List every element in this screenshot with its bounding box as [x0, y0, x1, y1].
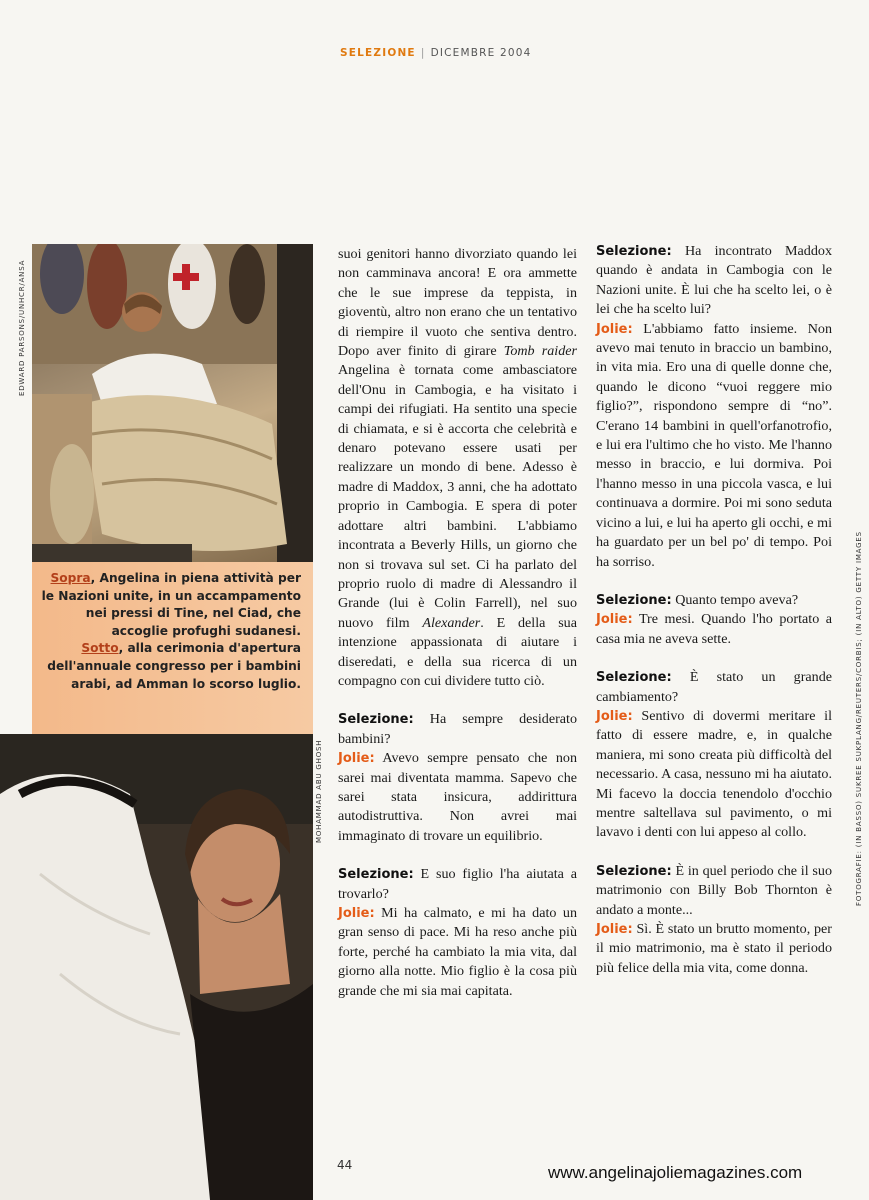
photo-credit-top: EDWARD PARSONS/UNHCR/ANSA: [18, 259, 26, 396]
qa-answer: [596, 320, 832, 572]
question-text: Ha sempre desiderato bambini?: [338, 711, 577, 747]
photo-credit-margin: FOTOGRAFIE: (IN BASSO) SUKREE SUKPLANG/REUTERS/CORBIS; (IN ALTO) GETTY IMAGES: [855, 531, 863, 906]
answer-text: Mi ha calmato, e mi ha dato un gran senso di pace. Mi ha reso anche più forte, perché ha cambiato la mia vita, dal giorno alla notte. Mio figlio è la cosa più grande che mi sia mai capitata.: [338, 905, 577, 999]
issue-date: DICEMBRE 2004: [430, 47, 532, 59]
qa-question: [596, 242, 832, 320]
intro-text-3: . E della sua intenzione appassionata di aiutare i diseredati, e della sua ricerca di un compagno con cui dividere tutto ciò.: [338, 614, 577, 689]
qa-question: [596, 591, 832, 610]
answer-label: Jolie:: [596, 922, 633, 937]
answer-text: L'abbiamo fatto insieme. Non avevo mai tenuto in braccio un bambino, in vita mia. Ero una di quelle donne che, quando le dicono “vuoi reggere mio figlio?”, rispondono sempre di “no”. C'erano 14 bambini in quell'orfanotrofio, e lui era l'ultimo che ho visto. Me l'hanno messo in braccio, e lui dormiva. Poi l'hanno messo in una piccola vasca, e lui continuava a dormire. Poi mi sono seduta vicino a lui, e lui ha aperto gli occhi, e mi ha guardato per un bel po' di tempo. Poi ha sorriso.: [596, 320, 832, 570]
page-number: 44: [337, 1158, 353, 1172]
photo-credit-bottom: MOHAMMAD ABU GHOSH: [315, 739, 323, 843]
qa-answer: [338, 904, 577, 1001]
question-text: È stato un grande cambiamento?: [596, 669, 832, 705]
qa-answer: [596, 920, 832, 978]
answer-text: Sì. È stato un brutto momento, per il mio matrimonio, ma è stato il periodo più felice della mia vita, come donna.: [596, 921, 832, 976]
question-label: Selezione:: [596, 670, 672, 686]
caption-top-text: , Angelina in piena attività per le Nazioni unite, in un accampamento nei pressi di Tine, nel Ciad, che accoglie profughi sudanesi.: [41, 571, 301, 638]
intro-text-2: Angelina è tornata come ambasciatore dell'Onu in Cambogia, e ha visitato i campi dei rifugiati. Ha sentito una specie di chiamata, e si è accorta che celebrità e denaro potevano essere usati per realizzare un mondo di bene. Adesso è madre di Maddox, 3 anni, che ha adottato proprio in Cambogia. E spera di poter adottare altri bambini. L'abbiamo incontrata a Beverly Hills, un giorno che non si trovava sul set. Ci ha parlato del proprio ruolo di madre di Alessandro il Grande (lui è Colin Farrell), nel suo nuovo film: [338, 362, 577, 631]
answer-text: Avevo sempre pensato che non sarei mai diventata mamma. Sapevo che sarei stata insicura, addirittura autodistruttiva. Non avrei mai immaginato di trovare un equilibrio.: [338, 750, 577, 844]
answer-label: Jolie:: [338, 751, 375, 767]
section-name: SELEZIONE: [340, 47, 416, 59]
film-title-tomb-raider: Tomb raider: [503, 343, 578, 360]
qa-question: [338, 865, 577, 904]
question-text: Quanto tempo aveva?: [671, 591, 799, 608]
question-text: Ha incontrato Maddox quando è andata in Cambogia con le Nazioni unite. È lui che ha scelto lei, o è lei che ha scelto lui?: [596, 243, 832, 318]
answer-label: Jolie:: [596, 708, 633, 724]
intro-text-1: suoi genitori hanno divorziato quando lei non camminava ancora! E ora ammette che le sue imprese da teppista, in gioventù, altro non erano che un tentativo di riempire il vuoto che sentiva dentro. Dopo aver finito di girare: [338, 246, 577, 360]
question-label: Selezione:: [596, 244, 672, 259]
question-label: Selezione:: [338, 867, 414, 883]
qa-question: [338, 710, 577, 749]
header-separator: |: [420, 47, 426, 59]
question-label: Selezione:: [596, 592, 672, 608]
question-label: Selezione:: [338, 712, 414, 728]
film-title-alexander: Alexander: [422, 614, 481, 631]
answer-text: Tre mesi. Quando l'ho portato a casa mia ne aveva sette.: [596, 611, 832, 647]
answer-text: Sentivo di dovermi meritare il fatto di essere madre, e, in qualche maniera, mi sono creata più difficoltà del necessario. A casa, nessuno mi ha aiutato. Mi facevo la doccia tenendolo d'occhio mentre saltellava sul pavimento, o mi lavavo i denti con lui appeso al collo.: [596, 707, 832, 841]
caption-bottom-text: , alla cerimonia d'apertura dell'annuale congresso per i bambini arabi, ad Amman lo scorso luglio.: [47, 641, 301, 691]
refugee-camp-photo: [32, 244, 313, 562]
qa-question: [596, 668, 832, 707]
answer-label: Jolie:: [596, 321, 633, 337]
answer-label: Jolie:: [338, 906, 375, 921]
intro-paragraph: [338, 245, 577, 691]
text-column-1: [338, 245, 577, 1001]
caption-top-label: Sopra: [50, 571, 91, 585]
ceremony-photo: [0, 734, 313, 1200]
qa-answer: [338, 749, 577, 846]
qa-answer: [596, 707, 832, 843]
question-label: Selezione:: [596, 863, 672, 879]
answer-label: Jolie:: [596, 612, 633, 628]
question-text: E suo figlio l'ha aiutata a trovarlo?: [338, 866, 577, 902]
question-text: È in quel periodo che il suo matrimonio con Billy Bob Thornton è andato a monte...: [596, 862, 832, 918]
running-header: [340, 47, 532, 59]
qa-answer: [596, 610, 832, 649]
refugee-camp-illustration: [32, 244, 313, 562]
caption-bottom-label: Sotto: [81, 641, 119, 656]
text-column-2: [596, 242, 832, 978]
caption-box: [32, 562, 313, 734]
website-watermark: www.angelinajoliemagazines.com: [548, 1163, 803, 1182]
photo-caption: [36, 570, 301, 693]
qa-question: [596, 862, 832, 920]
ceremony-illustration: [0, 734, 313, 1200]
